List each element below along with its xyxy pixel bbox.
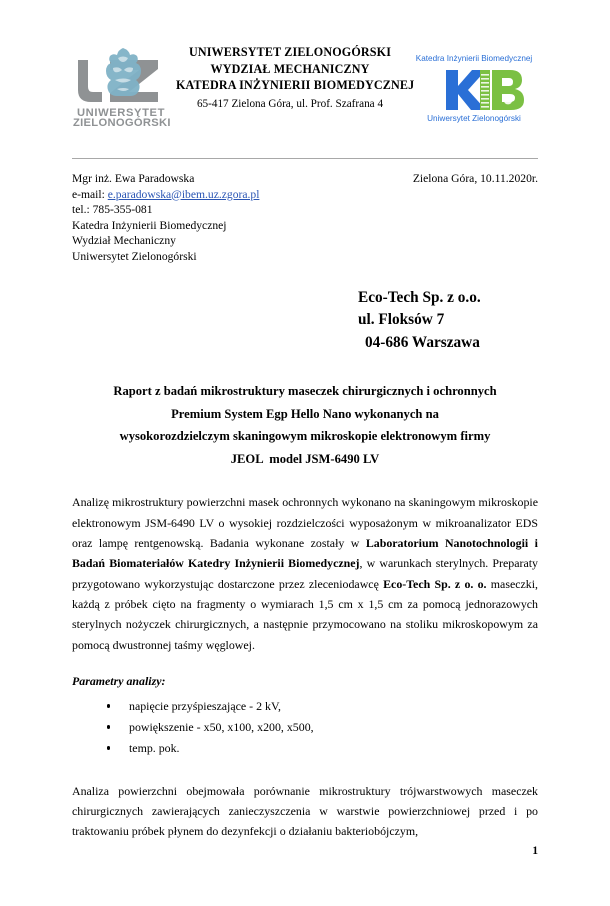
letterhead	[72, 44, 538, 144]
header-line-university: UNIWERSYTET ZIELONOGÓRSKI	[188, 45, 392, 59]
recipient-block	[72, 287, 538, 355]
recipient-company: Eco-Tech Sp. z o.o.	[358, 288, 481, 306]
sender-department: Katedra Inżynierii Biomedycznej	[72, 218, 227, 232]
header-line-faculty: WYDZIAŁ MECHANICZNY	[210, 61, 370, 76]
list-item: napięcie przyśpieszające - 2 kV,	[106, 696, 538, 717]
p1-bold-laboratory: Laboratorium Nanotochnologii i Badań Biomateriałów Katedry Inżynierii Biomedycznej	[72, 536, 538, 571]
kib-top-text: Katedra Inżynierii Biomedycznej	[415, 54, 533, 63]
list-item: powiększenie - x50, x100, x200, x500,	[106, 717, 538, 738]
p1-part-1: Analizę mikrostruktury powierzchni masek ochronnych wykonano na skaningowym mikroskopie elektronowym JSM-6490 LV o wysokiej rozdzielczości wyposażonym w mikroanalizator EDS oraz lampę rentgenowską. Badania wykonane zostały w	[72, 495, 538, 551]
header-divider	[72, 158, 538, 159]
kib-bottom-text: Uniwersytet Zielonogórski	[427, 114, 521, 123]
body-paragraph-1	[72, 492, 538, 654]
sender-date-row	[72, 171, 538, 265]
sender-email-link[interactable]: e.paradowska@ibem.uz.zgora.pl	[107, 187, 260, 201]
header-address: 65-417 Zielona Góra, ul. Prof. Szafrana 4	[196, 97, 384, 110]
recipient-city: 04-686 Warszawa	[365, 333, 480, 351]
report-title-line-4: JEOL model JSM-6490 LV	[230, 451, 380, 466]
place-and-date: Zielona Góra, 10.11.2020r.	[412, 172, 538, 185]
uz-wordmark-line1: UNIWERSYTET	[77, 107, 166, 119]
report-title	[72, 380, 538, 470]
p1-bold-company: Eco-Tech Sp. z o. o.	[383, 576, 487, 591]
kib-logo	[406, 50, 542, 124]
page-number: 1	[532, 845, 538, 857]
sender-phone: tel.: 785-355-081	[72, 203, 153, 217]
p1-part-3: maseczki, każdą z próbek cięto na fragmenty o wymiarach 1,5 cm x 1,5 cm za pomocą jednorazowych sterylnych nożyczek chirurgicznych, a następnie przymocowano na stoliku mikroskopowym za pomocą dwustronnej taśmy węglowej.	[72, 576, 539, 652]
recipient-street: ul. Floksów 7	[358, 311, 445, 329]
list-item: temp. pok.	[106, 738, 538, 759]
sender-faculty: Wydział Mechaniczny	[72, 234, 176, 248]
uz-wordmark-line2: ZIELONOGÓRSKI	[73, 117, 171, 128]
email-label: e-mail:	[72, 187, 108, 201]
header-line-department: KATEDRA INŻYNIERII BIOMEDYCZNEJ	[176, 78, 415, 92]
sender-university: Uniwersytet Zielonogórski	[72, 249, 197, 263]
parameters-list	[72, 696, 538, 759]
document-page	[0, 44, 610, 906]
parameters-label: Parametry analizy:	[72, 673, 166, 688]
report-title-line-1: Raport z badań mikrostruktury maseczek chirurgicznych i ochronnych	[113, 384, 497, 399]
uz-eagle-logo	[72, 46, 174, 128]
body-paragraph-2: Analiza powierzchni obejmowała porównanie mikrostruktury trójwarstwowych maseczek chirurgicznych zawierających zanieczyszczenia w warstwie powierzchniowej przed i po traktowaniu próbek płynem do dezynfekcji o działaniu bakteriobójczym,	[72, 783, 538, 839]
report-title-line-3: wysokorozdzielczym skaningowym mikroskopie elektronowym firmy	[119, 429, 491, 444]
p1-part-2: , w warunkach sterylnych. Preparaty przygotowano wykorzystując dostarczone przez zleceniodawcę	[72, 556, 538, 591]
sender-email-line	[72, 187, 538, 203]
sender-name: Mgr inż. Ewa Paradowska	[72, 172, 195, 185]
report-title-line-2: Premium System Egp Hello Nano wykonanych na	[171, 406, 439, 421]
header-institution-titles	[176, 44, 415, 112]
